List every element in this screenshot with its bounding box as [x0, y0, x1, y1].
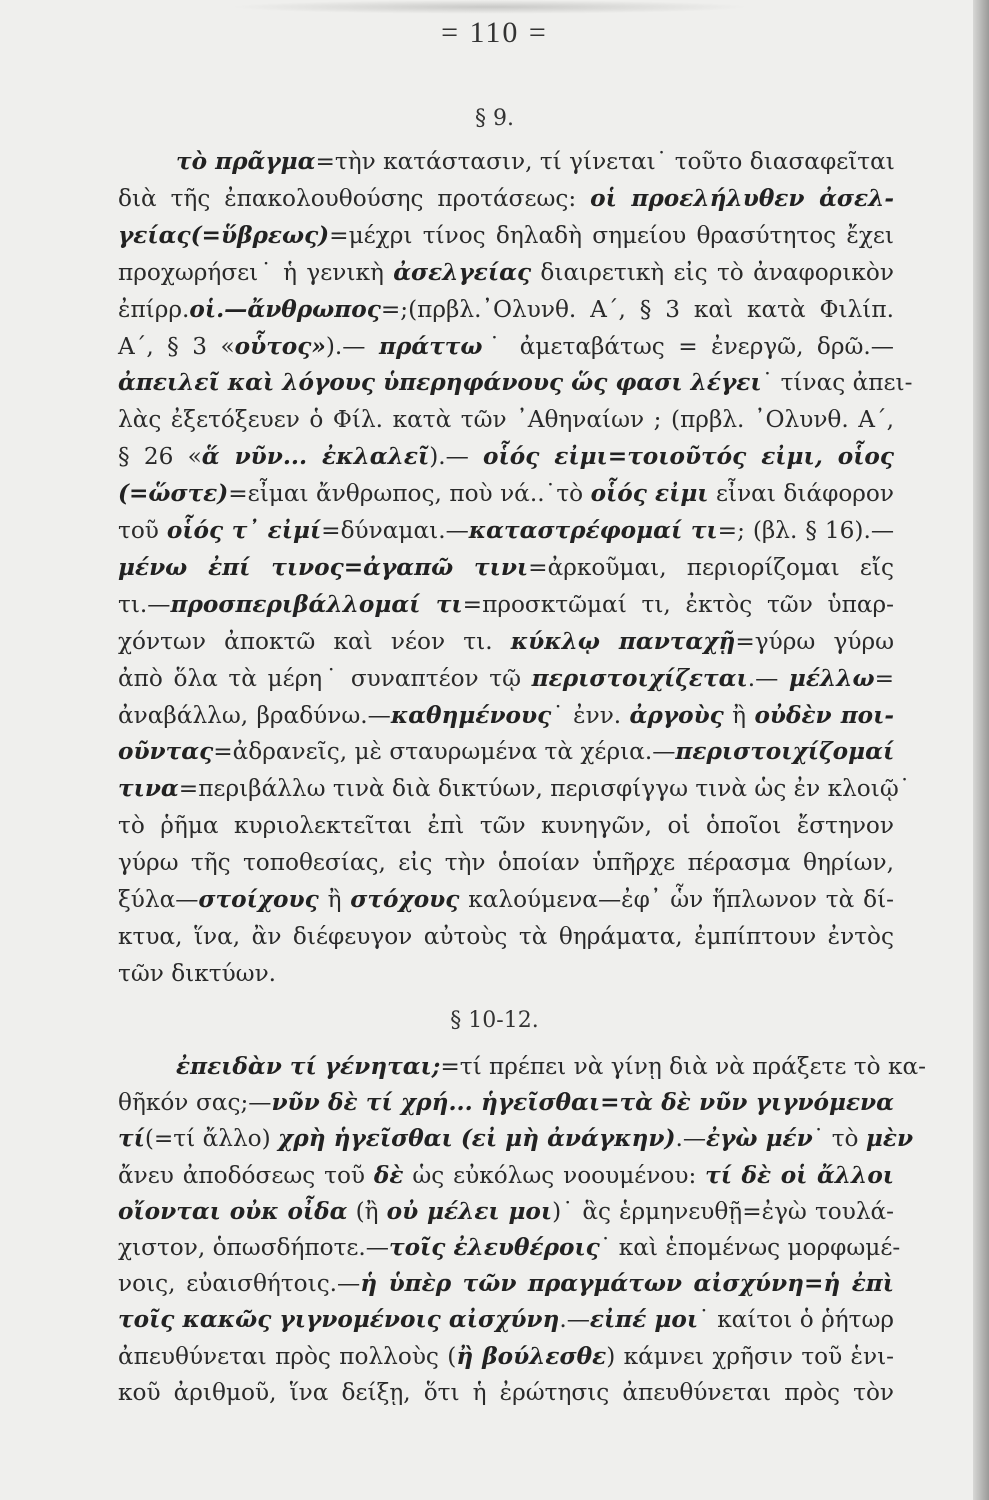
text-run: τι.—	[118, 590, 171, 618]
text-line	[118, 1301, 894, 1339]
text-run: (ἢ	[347, 1197, 387, 1225]
text-line	[118, 291, 894, 329]
text-run: ἐπίρρ.	[118, 295, 190, 323]
text-line	[118, 844, 894, 882]
text-run: ἢ	[723, 701, 755, 729]
page-edge	[973, 0, 989, 1500]
text-line	[118, 549, 894, 587]
term-emphasis: οἱ προελήλυθεν ἀσελ-	[590, 184, 894, 212]
text-run: ξύλα—	[118, 886, 199, 913]
term-emphasis: δὲ	[373, 1161, 404, 1189]
text-run: =; (βλ. § 16).—	[717, 517, 895, 544]
term-emphasis: πράττω	[378, 332, 483, 360]
text-line	[118, 512, 894, 550]
text-run: =μέχρι τίνος δηλαδὴ σημείου θρασύτητος ἔχει	[329, 221, 894, 249]
term-emphasis: οῦντας	[118, 738, 214, 766]
term-emphasis: καθημένους	[390, 701, 552, 729]
text-run: κοῦ ἀριθμοῦ, ἵνα δείξῃ, ὅτι ἡ ἐρώτησις ἀπευθύνεται πρὸς τὸν	[118, 1378, 894, 1406]
text-line	[118, 955, 894, 993]
term-emphasis: καταστρέφομαί τι	[468, 517, 718, 544]
text-run: =περιβάλλω τινὰ διὰ δικτύων, περισφίγγω τινὰ ὡς ἐν κλοιῷ˙	[178, 775, 911, 803]
text-line	[118, 807, 894, 845]
text-line	[118, 1084, 894, 1122]
text-line	[118, 1374, 894, 1412]
text-run: (=τί ἄλλο)	[144, 1125, 279, 1153]
text-line	[118, 1120, 914, 1158]
text-line	[118, 881, 894, 919]
term-emphasis: οἴονται οὐκ οἶδα	[118, 1197, 348, 1225]
term-emphasis: ἀσελγείας	[393, 258, 532, 286]
text-run: ἢ	[318, 886, 351, 913]
text-run: λὰς ἐξετόξευεν ὁ Φίλ. κατὰ τῶν ᾿Αθηναίων ; (πρβλ. ᾿Ολυνθ. Α΄,	[118, 406, 894, 434]
text-run: § 26 «	[118, 443, 202, 471]
text-line	[118, 217, 894, 255]
term-emphasis: περιστοιχίζεται	[531, 664, 748, 692]
term-emphasis: οὐ μέλει μοι	[386, 1197, 553, 1225]
text-run: =εἶμαι ἄνθρωπος, ποὺ νά..˙τὸ	[228, 480, 591, 508]
term-emphasis: κύκλῳ πανταχῇ	[510, 627, 736, 655]
term-emphasis: ἢ βούλεσθε	[456, 1342, 607, 1370]
text-run: προχωρήσει˙ ἡ γενικὴ	[118, 258, 394, 286]
text-run: ˙ τίνας ἀπει-	[761, 369, 913, 397]
text-run: διαιρετικὴ εἰς τὸ ἀναφορικὸν	[531, 258, 894, 286]
text-run: =	[874, 664, 894, 692]
section-heading-9: § 9.	[475, 106, 514, 131]
text-run: =τὴν κατάστασιν, τί γίνεται˙ τοῦτο διασαφεῖται	[315, 148, 895, 175]
text-run: =προσκτῶμαί τι, ἐκτὸς τῶν ὑπαρ-	[462, 590, 894, 618]
text-run: )˙ ἃς ἑρμηνευθῇ=ἐγὼ τουλά-	[552, 1197, 895, 1225]
text-run: ) κάμνει χρῆσιν τοῦ ἑνι-	[606, 1342, 895, 1370]
term-emphasis: ἐπειδὰν τί γένηται;	[176, 1053, 441, 1080]
text-run: ).—	[429, 443, 484, 471]
text-line	[118, 328, 894, 366]
term-emphasis: οἱ.—ἄνθρωπος	[189, 295, 381, 323]
section-heading-10-12: § 10-12.	[450, 1008, 539, 1033]
term-emphasis: τί	[118, 1125, 145, 1153]
text-line	[118, 401, 894, 439]
text-line	[118, 1157, 894, 1195]
text-run: ˙ ἀμεταβάτως = ἐνεργῶ, δρῶ.—	[482, 332, 894, 360]
text-line	[118, 623, 894, 661]
text-run: γύρω τῆς τοποθεσίας, εἰς τὴν ὁποίαν ὑπῆρχε πέρασμα θηρίων,	[118, 849, 894, 877]
text-run: τοῦ	[118, 517, 167, 544]
text-run: καλούμενα—ἐφ᾿ ὧν ἥπλωνον τὰ δί-	[459, 886, 894, 913]
term-emphasis: χρὴ ἡγεῖσθαι (εἰ μὴ ἀνάγκην)	[278, 1125, 676, 1153]
text-run: Α΄, § 3 «	[118, 332, 235, 360]
text-line	[118, 1338, 894, 1376]
text-line	[118, 438, 894, 476]
text-run: νοις, εὐαισθήτοις.—	[118, 1270, 361, 1298]
text-line	[176, 1048, 926, 1086]
text-run: ἀναβάλλω, βραδύνω.—	[118, 701, 391, 729]
term-emphasis: περιστοιχίζομαί	[675, 738, 895, 766]
term-emphasis: τὸ πρᾶγμα	[176, 148, 316, 175]
text-line	[118, 586, 894, 624]
term-emphasis: οἷός τ᾿ εἰμί	[166, 517, 322, 544]
text-run: ).—	[325, 332, 379, 360]
text-run: τῶν δικτύων.	[118, 959, 277, 987]
text-run: =;(πρβλ.᾿Ολυνθ. Α΄, § 3 καὶ κατὰ Φιλίπ.	[380, 295, 894, 323]
text-run: ˙ καίτοι ὁ ῥήτωρ	[698, 1306, 894, 1334]
term-emphasis: νῦν δὲ τί χρή... ἡγεῖσθαι=τὰ δὲ νῦν γιγνόμενα	[271, 1089, 894, 1117]
text-run: =τί πρέπει νὰ γίνῃ διὰ νὰ πράξετε τὸ κα-	[440, 1053, 926, 1080]
text-run: χόντων ἀποκτῶ καὶ νέον τι.	[118, 627, 511, 655]
term-emphasis: ἡ ὑπὲρ τῶν πραγμάτων αἰσχύνη=ἡ ἐπὶ	[360, 1270, 894, 1298]
text-run: =ἀδρανεῖς, μὲ σταυρωμένα τὰ χέρια.—	[213, 738, 676, 766]
term-emphasis: (=ὥστε)	[118, 480, 229, 508]
text-line	[118, 733, 894, 771]
term-emphasis: ἅ νῦν... ἐκλαλεῖ	[201, 443, 430, 471]
term-emphasis: στοίχους	[198, 886, 319, 913]
text-run: διὰ τῆς ἐπακολουθούσης προτάσεως:	[118, 184, 591, 212]
text-run: ˙ τὸ	[812, 1125, 866, 1153]
text-line	[118, 180, 894, 218]
text-run: ἄνευ ἀποδόσεως τοῦ	[118, 1161, 374, 1189]
text-run: τὸ ῥῆμα κυριολεκτεῖται ἐπὶ τῶν κυνηγῶν, οἱ ὁποῖοι ἔστηνον	[118, 812, 894, 840]
text-run: ἀπὸ ὅλα τὰ μέρη˙ συναπτέον τῷ	[118, 664, 532, 692]
text-line	[118, 1193, 894, 1231]
term-emphasis: τί δὲ οἱ ἄλλοι	[705, 1161, 894, 1189]
text-run: εἶναι διάφορον	[708, 480, 894, 508]
text-line	[118, 770, 911, 808]
text-run: κτυα, ἵνα, ἂν διέφευγον αὐτοὺς τὰ θηράματα, ἐμπίπτουν ἐντὸς	[118, 922, 894, 950]
text-run: θῆκόν σας;—	[118, 1089, 272, 1117]
term-emphasis: μένω ἐπί τινος=ἀγαπῶ τινι	[118, 553, 529, 581]
text-run: =γύρω γύρω	[735, 627, 894, 655]
page-number: = 110 =	[441, 16, 548, 49]
term-emphasis: ἐγὼ μέν	[706, 1125, 813, 1153]
text-run: .—	[559, 1306, 590, 1334]
term-emphasis: οὗτος»	[234, 332, 326, 360]
term-emphasis: οὐδὲν ποι-	[754, 701, 894, 729]
text-line	[176, 143, 894, 181]
text-run: ὡς εὐκόλως νοουμένου:	[403, 1161, 706, 1189]
term-emphasis: ἀργοὺς	[629, 701, 724, 729]
top-shadow	[230, 0, 750, 14]
term-emphasis: εἰπέ μοι	[589, 1306, 699, 1334]
term-emphasis: τινα	[118, 775, 179, 803]
term-emphasis: τοῖς ἐλευθέροις	[388, 1234, 600, 1261]
term-emphasis: στόχους	[350, 886, 460, 913]
term-emphasis: μὲν	[865, 1125, 914, 1153]
text-line	[118, 475, 894, 513]
text-line	[118, 918, 894, 956]
text-run: χιστον, ὁπωσδήποτε.—	[118, 1234, 389, 1261]
text-line	[118, 697, 894, 735]
term-emphasis: προσπεριβάλλομαί τι	[170, 590, 463, 618]
text-run: ˙ ἐνν.	[551, 701, 630, 729]
term-emphasis: οἷός εἰμι=τοιοῦτός εἰμι, οἷος	[483, 443, 894, 471]
text-line	[118, 660, 894, 698]
text-run: .—	[747, 664, 789, 692]
term-emphasis: ἀπειλεῖ καὶ λόγους ὑπερηφάνους ὥς φασι λέγει	[118, 369, 762, 397]
term-emphasis: μέλλω	[788, 664, 875, 692]
text-run: ˙ καὶ ἑπομένως μορφωμέ-	[599, 1234, 901, 1261]
text-line	[118, 1229, 901, 1267]
text-line	[118, 254, 894, 292]
text-run: .—	[675, 1125, 707, 1153]
term-emphasis: οἷός εἰμι	[590, 480, 709, 508]
text-line	[118, 1265, 894, 1303]
text-run: ἀπευθύνεται πρὸς πολλοὺς (	[118, 1342, 457, 1370]
text-run: =ἀρκοῦμαι, περιορίζομαι εἴς	[528, 553, 894, 581]
term-emphasis: γείας(=ὕβρεως)	[118, 221, 330, 249]
term-emphasis: τοῖς κακῶς γιγνομένοις αἰσχύνη	[118, 1306, 560, 1334]
text-line	[118, 364, 913, 402]
text-run: =δύναμαι.—	[321, 517, 469, 544]
